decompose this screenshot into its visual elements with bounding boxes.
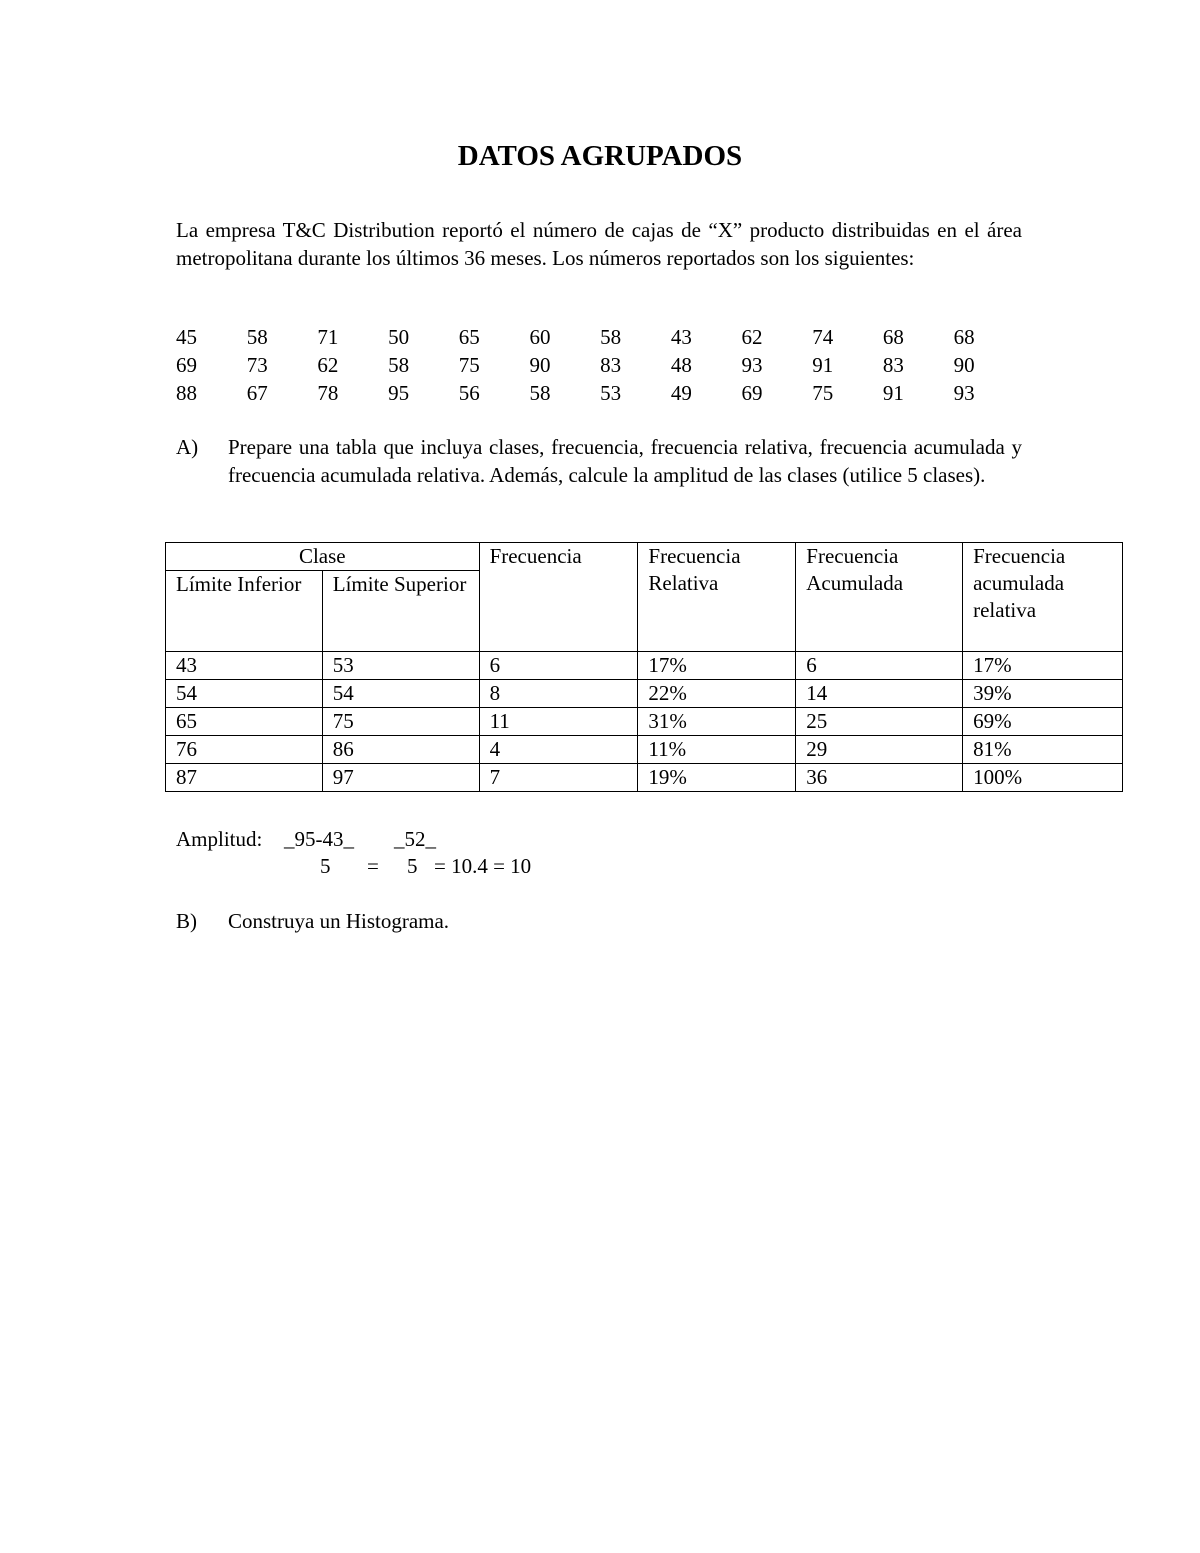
- table-cell: 7: [479, 764, 638, 792]
- data-value: 91: [812, 353, 834, 377]
- amplitude-denominator-1: 5: [320, 854, 331, 878]
- table-cell: 17%: [963, 652, 1123, 680]
- data-value: 56: [458, 381, 480, 405]
- amplitude-numerator-2: _52_: [394, 827, 436, 851]
- intro-paragraph: La empresa T&C Distribution reportó el número de cajas de “X” producto distribuidas en el área metropolitana durante los últimos 36 meses. Los números reportados son los siguientes:: [176, 218, 1022, 270]
- frecuencia-header: Frecuencia: [479, 543, 638, 652]
- table-cell: 6: [796, 652, 963, 680]
- limite-inferior-header: Límite Inferior: [166, 571, 323, 652]
- data-value: 74: [812, 325, 834, 349]
- data-value: 69: [741, 381, 763, 405]
- data-value: 88: [176, 381, 197, 405]
- data-value: 48: [670, 353, 692, 377]
- question-letter: A): [176, 435, 199, 459]
- data-value: 50: [388, 325, 410, 349]
- table-cell: 53: [322, 652, 479, 680]
- amplitude-numerator-1: _95-43_: [284, 827, 354, 851]
- data-value: 65: [458, 325, 480, 349]
- table-cell: 11%: [638, 736, 796, 764]
- table-cell: 43: [166, 652, 323, 680]
- data-row: [176, 351, 1024, 379]
- data-value: 58: [529, 381, 551, 405]
- table-cell: 14: [796, 680, 963, 708]
- table-cell: 29: [796, 736, 963, 764]
- data-value: 91: [882, 381, 904, 405]
- table-cell: 31%: [638, 708, 796, 736]
- data-value: 90: [529, 353, 551, 377]
- table-cell: 19%: [638, 764, 796, 792]
- table-cell: 97: [322, 764, 479, 792]
- data-value: 60: [529, 325, 551, 349]
- data-row: [176, 323, 1024, 351]
- table-cell: 86: [322, 736, 479, 764]
- table-cell: 65: [166, 708, 323, 736]
- limite-superior-header: Límite Superior: [322, 571, 479, 652]
- data-value: 78: [317, 381, 339, 405]
- table-cell: 87: [166, 764, 323, 792]
- clase-header: Clase: [166, 543, 480, 571]
- frequency-table: [165, 542, 1123, 792]
- table-cell: 4: [479, 736, 638, 764]
- page-title: DATOS AGRUPADOS: [457, 140, 743, 172]
- data-value: 83: [600, 353, 622, 377]
- table-cell: 100%: [963, 764, 1123, 792]
- table-cell: 36: [796, 764, 963, 792]
- data-value: 67: [246, 381, 268, 405]
- data-value: 58: [388, 353, 410, 377]
- data-value: 68: [953, 325, 975, 349]
- table-cell: 11: [479, 708, 638, 736]
- table-cell: 76: [166, 736, 323, 764]
- data-value: 71: [317, 325, 339, 349]
- data-value: 75: [812, 381, 834, 405]
- question-text: Construya un Histograma.: [228, 909, 450, 933]
- data-value: 75: [458, 353, 480, 377]
- table-cell: 17%: [638, 652, 796, 680]
- question-text: Prepare una tabla que incluya clases, frecuencia, frecuencia relativa, frecuencia acumulada y frecuencia acumulada relativa. Además, calcule la amplitud de las clases (utilice 5 clases).: [228, 435, 1022, 487]
- table-cell: 39%: [963, 680, 1123, 708]
- data-grid: [176, 323, 1024, 407]
- data-value: 95: [388, 381, 410, 405]
- data-value: 90: [953, 353, 975, 377]
- data-value: 58: [246, 325, 268, 349]
- table-row: [166, 652, 1123, 680]
- amplitude-equals: =: [367, 854, 379, 878]
- frecuencia-acumulada-header: Frecuencia Acumulada: [796, 543, 963, 652]
- amplitude-label: Amplitud:: [176, 827, 263, 851]
- question-letter: B): [176, 909, 197, 933]
- data-value: 68: [882, 325, 904, 349]
- data-value: 62: [741, 325, 763, 349]
- table-cell: 6: [479, 652, 638, 680]
- data-value: 49: [670, 381, 692, 405]
- frecuencia-acumulada-relativa-header: Frecuencia acumulada relativa: [963, 543, 1123, 652]
- table-cell: 54: [166, 680, 323, 708]
- amplitude-result: = 10.4 = 10: [434, 854, 532, 878]
- table-row: [166, 708, 1123, 736]
- table-cell: 22%: [638, 680, 796, 708]
- table-cell: 69%: [963, 708, 1123, 736]
- table-cell: 25: [796, 708, 963, 736]
- table-row: [166, 764, 1123, 792]
- amplitude-formula: [176, 826, 676, 886]
- frecuencia-relativa-header: Frecuencia Relativa: [638, 543, 796, 652]
- data-value: 83: [882, 353, 904, 377]
- table-cell: 81%: [963, 736, 1123, 764]
- data-value: 69: [176, 353, 197, 377]
- table-row: [166, 680, 1123, 708]
- table-cell: 54: [322, 680, 479, 708]
- table-cell: 75: [322, 708, 479, 736]
- amplitude-denominator-2: 5: [407, 854, 418, 878]
- data-value: 45: [176, 325, 197, 349]
- data-value: 62: [317, 353, 339, 377]
- data-row: [176, 379, 1024, 407]
- table-cell: 8: [479, 680, 638, 708]
- data-value: 58: [600, 325, 622, 349]
- data-value: 73: [246, 353, 268, 377]
- question-a: [176, 433, 1022, 489]
- data-value: 93: [741, 353, 763, 377]
- table-row: [166, 736, 1123, 764]
- question-b: [176, 907, 1022, 935]
- data-value: 53: [600, 381, 622, 405]
- data-value: 93: [953, 381, 975, 405]
- data-value: 43: [670, 325, 692, 349]
